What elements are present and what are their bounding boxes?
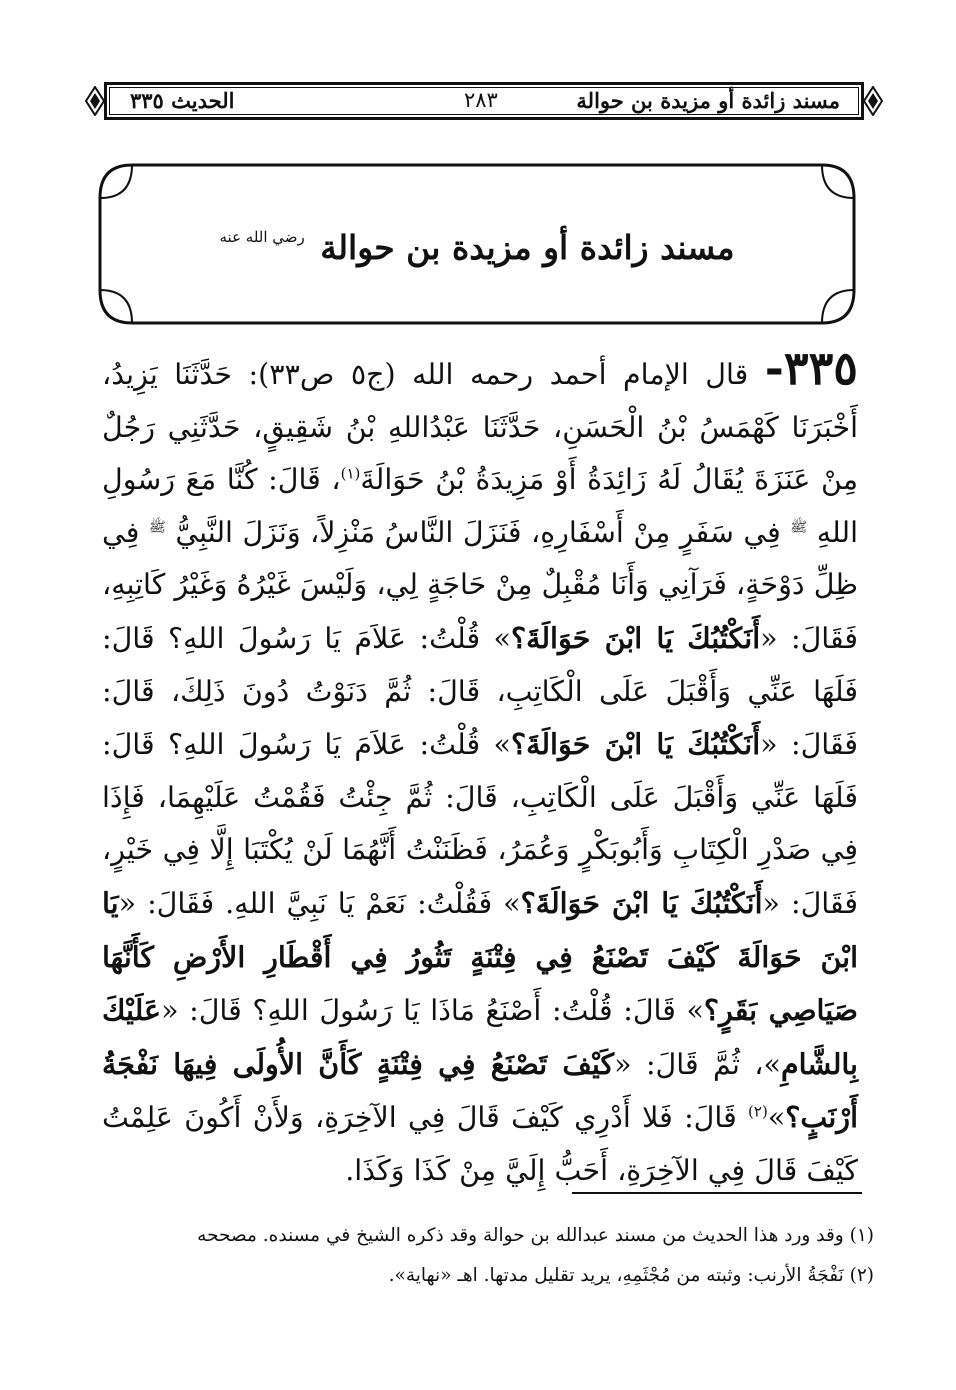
running-header [84,78,884,124]
footnote-ref: (١) [340,464,361,483]
footnote-2: (٢) نَفْجَةُ الأرنب: وثبته من مُجْثَمِهِ، يريد تقليل مدتها. اهـ «نهاية». [388,1265,874,1286]
hadith-segment: فِي ظِلِّ دَوْحَةٍ، فَرَآنِي وَأَنَا مُقْبِلٌ مِنْ حَاجَةٍ لِي، وَلَيْسَ غَيْرُهُ وَغَيْرُ كَاتِبِهِ، فَقَالَ: « [102,515,859,655]
hadith-segment: » قُلْتُ: عَلاَمَ يَا رَسُولَ اللهِ؟ قَالَ: فَلَهَا عَنِّي وَأَقْبَلَ عَلَى الْكَاتِبِ، قَالَ: ثُمَّ جِئْتُ فَقُمْتُ عَلَيْهِمَا، فَإِذَا فِي صَدْرِ الْكِتَابِ وَأَبُوبَكْرٍ وَعُمَرُ، فَظَنَنْتُ أَنَّهُمَا لَنْ يُكْتَبَا إِلَّا فِي خَيْرٍ، فَقَالَ: « [102,728,859,920]
hadith-segment: قَالَ: فَلا أَدْرِي كَيْفَ قَالَ فِي الآخِرَةِ، وَلأَنْ أَكُونَ عَلِمْتُ كَيْفَ قَالَ فِي الآخِرَةِ، أَحَبُّ إِلَيَّ مِنْ كَذَا وَكَذَا. [102,1101,858,1187]
footnote-1: (١) وقد ورد هذا الحديث من مسند عبدالله بن حوالة وقد ذكره الشيخ في مسنده. مصححه [197,1225,874,1246]
prophet-quote: يَا ابْنَ حَوَالَةَ كَيْفَ تَصْنَعُ فِي فِتْنَةٍ تَثُورُ فِي أَقْطَارِ الأَرْضِ كَأَنَّهَا صَيَاصِي بَقَرٍ؟ [102,885,859,1028]
hadith-segment: » قُلْتُ: عَلاَمَ يَا رَسُولَ اللهِ؟ قَالَ: فَلَهَا عَنِّي وَأَقْبَلَ عَلَى الْكَاتِبِ، قَالَ: ثُمَّ دَنَوْتُ دُونَ ذَلِكَ، قَالَ: فَقَالَ: « [102,621,859,762]
header-hadith-label: الحديث ٣٣٥ [130,88,235,113]
footnote-ref: (٢) [748,1102,768,1121]
ornament-icon [862,86,884,116]
hadith-segment: »، ثُمَّ قَالَ: « [614,1047,781,1081]
hadith-text [102,341,859,1198]
prophet-quote: أَنَكْتُبُكَ يَا ابْنَ حَوَالَةَ؟ [510,727,761,762]
prophet-quote: عَلَيْكَ بِالشَّامِ [102,993,858,1081]
prophet-quote: أَنَكْتُبُكَ يَا ابْنَ حَوَالَةَ؟ [520,885,763,920]
chapter-title-box [96,162,858,326]
honorific-glyph: رضي الله عنه [219,228,305,246]
salutation-glyph: ﷺ [148,519,166,536]
hadith-segment: ، قَالَ: كُنَّا مَعَ رَسُولِ اللهِ [102,463,859,549]
hadith-segment: فِي سَفَرٍ مِنْ أَسْفَارِهِ، فَنَزَلَ النَّاسُ مَنْزِلاً، وَنَزَلَ النَّبِيُّ [175,515,781,549]
hadith-segment: » قَالَ: قُلْتُ: أَصْنَعُ مَاذَا يَا رَسُولَ اللهِ؟ قَالَ: « [161,994,704,1028]
hadith-segment: » [767,1101,786,1135]
prophet-quote: كَيْفَ تَصْنَعُ فِي فِتْنَةٍ كَأَنَّ الأُولَى فِيهَا نَفْجَةُ أَرْنَبٍ؟ [102,1046,858,1135]
footnotes [102,1216,874,1296]
page-number: ٢٨٣ [464,88,498,112]
header-book-title: مسند زائدة أو مزيدة بن حوالة [576,88,840,113]
salutation-glyph: ﷺ [790,519,808,536]
chapter-title [96,228,858,267]
ornament-icon [84,86,106,116]
footnote-divider [572,1192,862,1194]
chapter-title-text: مسند زائدة أو مزيدة بن حوالة [320,228,735,267]
hadith-segment: قال الإمام أحمد رحمه الله (ج٥ ص٣٣): حَدَّثَنَا يَزِيدُ، أَخْبَرَنَا كَهْمَسُ بْنُ الْحَسَنِ، حَدَّثَنَا عَبْدُاللهِ بْنُ شَقِيقٍ، حَدَّثَنِي رَجُلٌ مِنْ عَنَزَةَ يُقَالُ لَهُ زَائِدَةُ أَوْ مَزِيدَةُ بْنُ حَوَالَةَ [102,358,858,497]
hadith-segment: » فَقُلْتُ: نَعَمْ يَا نَبِيَّ اللهِ. فَقَالَ: « [118,886,521,920]
prophet-quote: أَنَكْتُبُكَ يَا ابْنَ حَوَالَةَ؟ [510,620,761,655]
hadith-number: ٣٣٥- [764,341,859,395]
